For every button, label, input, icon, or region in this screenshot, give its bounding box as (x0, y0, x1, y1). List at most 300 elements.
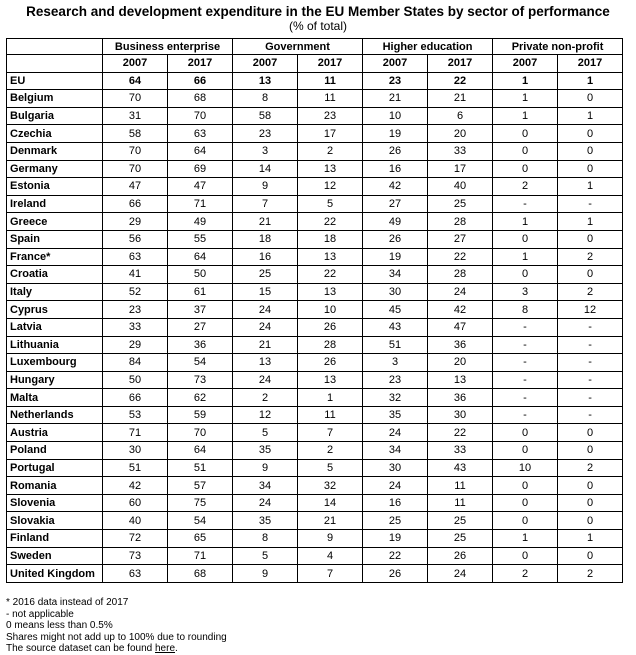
value-cell: 20 (428, 354, 493, 372)
value-cell: 65 (168, 530, 233, 548)
value-cell: 75 (168, 494, 233, 512)
value-cell: 0 (558, 125, 623, 143)
value-cell: 43 (363, 318, 428, 336)
value-cell: 25 (428, 530, 493, 548)
year-header: 2007 (233, 55, 298, 73)
value-cell: 26 (363, 230, 428, 248)
country-cell: Lithuania (7, 336, 103, 354)
footnote: * 2016 data instead of 2017 (6, 597, 129, 608)
value-cell: 14 (233, 160, 298, 178)
table-body (7, 39, 623, 583)
value-cell: 31 (103, 107, 168, 125)
table-row (7, 565, 623, 583)
value-cell: 17 (428, 160, 493, 178)
value-cell: 22 (428, 248, 493, 266)
country-cell: Finland (7, 530, 103, 548)
value-cell: 10 (363, 107, 428, 125)
value-cell: 12 (233, 406, 298, 424)
country-cell: Czechia (7, 125, 103, 143)
value-cell: 36 (428, 389, 493, 407)
sector-header: Business enterprise (103, 39, 233, 55)
value-cell: 9 (233, 459, 298, 477)
value-cell: 3 (363, 354, 428, 372)
value-cell: 63 (168, 125, 233, 143)
value-cell: 73 (168, 371, 233, 389)
country-cell: Greece (7, 213, 103, 231)
value-cell: 54 (168, 512, 233, 530)
value-cell: 0 (558, 160, 623, 178)
year-header: 2007 (363, 55, 428, 73)
value-cell: 11 (298, 406, 363, 424)
value-cell: 13 (428, 371, 493, 389)
header-corner (7, 55, 103, 73)
value-cell: 7 (233, 195, 298, 213)
country-cell: Bulgaria (7, 107, 103, 125)
value-cell: 21 (298, 512, 363, 530)
value-cell: 2 (298, 442, 363, 460)
country-cell: Slovenia (7, 494, 103, 512)
value-cell: 50 (168, 266, 233, 284)
value-cell: 7 (298, 565, 363, 583)
value-cell: 29 (103, 336, 168, 354)
table-row (7, 406, 623, 424)
value-cell: 51 (103, 459, 168, 477)
table-row (7, 459, 623, 477)
value-cell: - (493, 336, 558, 354)
value-cell: 23 (103, 301, 168, 319)
value-cell: 11 (298, 90, 363, 108)
value-cell: 16 (363, 494, 428, 512)
value-cell: 62 (168, 389, 233, 407)
country-cell: Denmark (7, 142, 103, 160)
value-cell: 26 (363, 142, 428, 160)
sector-header: Government (233, 39, 363, 55)
value-cell: 71 (168, 547, 233, 565)
table-row (7, 530, 623, 548)
year-header: 2007 (103, 55, 168, 73)
table-row (7, 90, 623, 108)
value-cell: 19 (363, 248, 428, 266)
value-cell: 24 (428, 283, 493, 301)
table-row (7, 142, 623, 160)
value-cell: 40 (103, 512, 168, 530)
table-row (7, 318, 623, 336)
sector-header-row (7, 39, 623, 55)
value-cell: - (493, 195, 558, 213)
value-cell: 9 (298, 530, 363, 548)
value-cell: 26 (298, 318, 363, 336)
value-cell: 45 (363, 301, 428, 319)
value-cell: 0 (558, 90, 623, 108)
value-cell: 16 (363, 160, 428, 178)
value-cell: 47 (168, 178, 233, 196)
value-cell: 2 (558, 283, 623, 301)
value-cell: 41 (103, 266, 168, 284)
value-cell: 20 (428, 125, 493, 143)
table-row (7, 178, 623, 196)
value-cell: 58 (103, 125, 168, 143)
value-cell: 51 (168, 459, 233, 477)
country-cell: Hungary (7, 371, 103, 389)
table-row (7, 248, 623, 266)
table-row-eu (7, 72, 623, 90)
value-cell: 71 (168, 195, 233, 213)
value-cell: 9 (233, 565, 298, 583)
value-cell: 26 (428, 547, 493, 565)
value-cell: 1 (493, 213, 558, 231)
table-row (7, 266, 623, 284)
table-row (7, 442, 623, 460)
value-cell: - (558, 336, 623, 354)
country-cell: Slovakia (7, 512, 103, 530)
country-cell: Estonia (7, 178, 103, 196)
value-cell: 13 (298, 283, 363, 301)
value-cell: 25 (363, 512, 428, 530)
value-cell: 30 (428, 406, 493, 424)
year-header: 2007 (493, 55, 558, 73)
value-cell: 36 (168, 336, 233, 354)
table-row (7, 477, 623, 495)
value-cell: 1 (558, 213, 623, 231)
value-cell: 68 (168, 565, 233, 583)
value-cell: 11 (298, 72, 363, 90)
header-corner (7, 39, 103, 55)
value-cell: 35 (233, 512, 298, 530)
country-cell: Netherlands (7, 406, 103, 424)
sector-header: Higher education (363, 39, 493, 55)
value-cell: 2 (493, 565, 558, 583)
table-row (7, 213, 623, 231)
table-row (7, 389, 623, 407)
value-cell: 64 (168, 142, 233, 160)
value-cell: 0 (558, 424, 623, 442)
value-cell: 21 (233, 336, 298, 354)
value-cell: 47 (428, 318, 493, 336)
table-row (7, 230, 623, 248)
value-cell: 1 (558, 178, 623, 196)
value-cell: 10 (493, 459, 558, 477)
value-cell: - (558, 318, 623, 336)
table-title: Research and development expenditure in the EU Member States by sector of performance (26, 4, 610, 19)
value-cell: 24 (363, 477, 428, 495)
value-cell: 0 (558, 477, 623, 495)
country-cell: Cyprus (7, 301, 103, 319)
value-cell: 13 (233, 72, 298, 90)
value-cell: 13 (298, 371, 363, 389)
country-cell: Romania (7, 477, 103, 495)
value-cell: 0 (493, 442, 558, 460)
value-cell: - (558, 371, 623, 389)
value-cell: 52 (103, 283, 168, 301)
value-cell: 56 (103, 230, 168, 248)
value-cell: 59 (168, 406, 233, 424)
value-cell: 0 (493, 494, 558, 512)
value-cell: 2 (493, 178, 558, 196)
country-cell: Spain (7, 230, 103, 248)
value-cell: 66 (103, 389, 168, 407)
value-cell: 1 (558, 530, 623, 548)
value-cell: 0 (493, 512, 558, 530)
value-cell: 21 (233, 213, 298, 231)
footnote-source (6, 643, 227, 655)
value-cell: 12 (298, 178, 363, 196)
value-cell: 27 (428, 230, 493, 248)
value-cell: 23 (233, 125, 298, 143)
country-cell: Ireland (7, 195, 103, 213)
value-cell: 49 (168, 213, 233, 231)
value-cell: 24 (233, 301, 298, 319)
value-cell: 1 (298, 389, 363, 407)
year-header: 2017 (168, 55, 233, 73)
country-cell: Malta (7, 389, 103, 407)
value-cell: 9 (233, 178, 298, 196)
value-cell: 2 (233, 389, 298, 407)
value-cell: 6 (428, 107, 493, 125)
country-cell: Italy (7, 283, 103, 301)
value-cell: 34 (233, 477, 298, 495)
value-cell: 61 (168, 283, 233, 301)
value-cell: 26 (298, 354, 363, 372)
value-cell: 5 (233, 547, 298, 565)
value-cell: 49 (363, 213, 428, 231)
value-cell: 27 (168, 318, 233, 336)
value-cell: 64 (103, 72, 168, 90)
value-cell: 8 (233, 90, 298, 108)
value-cell: 0 (493, 142, 558, 160)
year-header-row (7, 55, 623, 73)
value-cell: 84 (103, 354, 168, 372)
country-cell: Portugal (7, 459, 103, 477)
value-cell: 17 (298, 125, 363, 143)
value-cell: 37 (168, 301, 233, 319)
value-cell: 55 (168, 230, 233, 248)
value-cell: 32 (298, 477, 363, 495)
value-cell: 19 (363, 125, 428, 143)
value-cell: 35 (363, 406, 428, 424)
value-cell: 0 (558, 512, 623, 530)
value-cell: 4 (298, 547, 363, 565)
value-cell: 0 (493, 266, 558, 284)
value-cell: 8 (233, 530, 298, 548)
table-row (7, 371, 623, 389)
value-cell: 3 (233, 142, 298, 160)
country-cell: Luxembourg (7, 354, 103, 372)
value-cell: 70 (103, 90, 168, 108)
value-cell: 5 (298, 195, 363, 213)
table-row (7, 547, 623, 565)
value-cell: 54 (168, 354, 233, 372)
value-cell: 33 (428, 142, 493, 160)
value-cell: 42 (363, 178, 428, 196)
value-cell: 63 (103, 248, 168, 266)
value-cell: 34 (363, 266, 428, 284)
value-cell: 34 (363, 442, 428, 460)
value-cell: 0 (558, 442, 623, 460)
value-cell: 23 (363, 371, 428, 389)
value-cell: 23 (363, 72, 428, 90)
table-row (7, 336, 623, 354)
value-cell: 66 (168, 72, 233, 90)
country-cell: Austria (7, 424, 103, 442)
value-cell: 0 (558, 142, 623, 160)
year-header: 2017 (298, 55, 363, 73)
value-cell: 21 (428, 90, 493, 108)
value-cell: - (493, 389, 558, 407)
value-cell: 64 (168, 442, 233, 460)
table-row (7, 125, 623, 143)
value-cell: 24 (428, 565, 493, 583)
value-cell: 21 (363, 90, 428, 108)
value-cell: 64 (168, 248, 233, 266)
value-cell: 70 (168, 424, 233, 442)
value-cell: 7 (298, 424, 363, 442)
value-cell: 42 (103, 477, 168, 495)
value-cell: - (493, 354, 558, 372)
value-cell: 30 (363, 459, 428, 477)
value-cell: 24 (233, 371, 298, 389)
value-cell: 30 (103, 442, 168, 460)
value-cell: 19 (363, 530, 428, 548)
value-cell: 28 (428, 266, 493, 284)
value-cell: 28 (428, 213, 493, 231)
value-cell: 28 (298, 336, 363, 354)
value-cell: 70 (103, 160, 168, 178)
year-header: 2017 (428, 55, 493, 73)
value-cell: 51 (363, 336, 428, 354)
value-cell: 0 (493, 125, 558, 143)
value-cell: 22 (298, 266, 363, 284)
value-cell: 73 (103, 547, 168, 565)
value-cell: 5 (233, 424, 298, 442)
source-dataset-link[interactable]: here (155, 643, 176, 655)
value-cell: 29 (103, 213, 168, 231)
value-cell: 33 (428, 442, 493, 460)
value-cell: 23 (298, 107, 363, 125)
value-cell: 13 (298, 160, 363, 178)
value-cell: 22 (428, 72, 493, 90)
value-cell: 1 (493, 90, 558, 108)
value-cell: 53 (103, 406, 168, 424)
value-cell: 12 (558, 301, 623, 319)
value-cell: 60 (103, 494, 168, 512)
value-cell: 1 (493, 530, 558, 548)
value-cell: 2 (558, 459, 623, 477)
value-cell: 30 (363, 283, 428, 301)
value-cell: 24 (363, 424, 428, 442)
rd-expenditure-table (6, 38, 623, 583)
table-row (7, 512, 623, 530)
country-cell: United Kingdom (7, 565, 103, 583)
value-cell: 36 (428, 336, 493, 354)
value-cell: 50 (103, 371, 168, 389)
value-cell: - (493, 318, 558, 336)
value-cell: 2 (558, 248, 623, 266)
value-cell: 57 (168, 477, 233, 495)
value-cell: 0 (493, 477, 558, 495)
value-cell: 68 (168, 90, 233, 108)
country-cell: Latvia (7, 318, 103, 336)
table-row (7, 494, 623, 512)
value-cell: 63 (103, 565, 168, 583)
value-cell: 70 (168, 107, 233, 125)
table-row (7, 195, 623, 213)
value-cell: 0 (493, 230, 558, 248)
value-cell: - (558, 354, 623, 372)
value-cell: 1 (493, 72, 558, 90)
country-cell: Poland (7, 442, 103, 460)
value-cell: 58 (233, 107, 298, 125)
value-cell: 22 (428, 424, 493, 442)
footnote: Shares might not add up to 100% due to rounding (6, 631, 227, 643)
footnote-source-text: The source dataset can be found (6, 643, 155, 655)
value-cell: 0 (493, 160, 558, 178)
value-cell: 1 (558, 72, 623, 90)
value-cell: 8 (493, 301, 558, 319)
value-cell: 25 (428, 512, 493, 530)
value-cell: 71 (103, 424, 168, 442)
value-cell: 3 (493, 283, 558, 301)
value-cell: 16 (233, 248, 298, 266)
value-cell: 18 (233, 230, 298, 248)
value-cell: - (493, 371, 558, 389)
table-row (7, 160, 623, 178)
footnote: 0 means less than 0.5% (6, 620, 113, 632)
value-cell: 32 (363, 389, 428, 407)
value-cell: 42 (428, 301, 493, 319)
value-cell: 25 (233, 266, 298, 284)
value-cell: 0 (493, 547, 558, 565)
country-cell: EU (7, 72, 103, 90)
value-cell: 11 (428, 477, 493, 495)
value-cell: 11 (428, 494, 493, 512)
value-cell: 43 (428, 459, 493, 477)
value-cell: 0 (558, 494, 623, 512)
year-header: 2017 (558, 55, 623, 73)
value-cell: - (558, 195, 623, 213)
country-cell: Germany (7, 160, 103, 178)
table-row (7, 354, 623, 372)
value-cell: 22 (363, 547, 428, 565)
value-cell: 10 (298, 301, 363, 319)
value-cell: 1 (493, 107, 558, 125)
value-cell: 0 (493, 424, 558, 442)
value-cell: 27 (363, 195, 428, 213)
value-cell: 5 (298, 459, 363, 477)
value-cell: 33 (103, 318, 168, 336)
value-cell: 13 (298, 248, 363, 266)
value-cell: 69 (168, 160, 233, 178)
table-row (7, 301, 623, 319)
value-cell: 15 (233, 283, 298, 301)
value-cell: - (558, 406, 623, 424)
value-cell: 18 (298, 230, 363, 248)
value-cell: 70 (103, 142, 168, 160)
value-cell: 0 (558, 266, 623, 284)
value-cell: - (493, 406, 558, 424)
value-cell: 1 (558, 107, 623, 125)
value-cell: 22 (298, 213, 363, 231)
value-cell: 0 (558, 230, 623, 248)
value-cell: 40 (428, 178, 493, 196)
footnotes (6, 597, 227, 655)
value-cell: 14 (298, 494, 363, 512)
table-row (7, 424, 623, 442)
table-row (7, 283, 623, 301)
footnote-source-end: . (175, 643, 178, 655)
value-cell: 0 (558, 547, 623, 565)
value-cell: 13 (233, 354, 298, 372)
value-cell: 26 (363, 565, 428, 583)
